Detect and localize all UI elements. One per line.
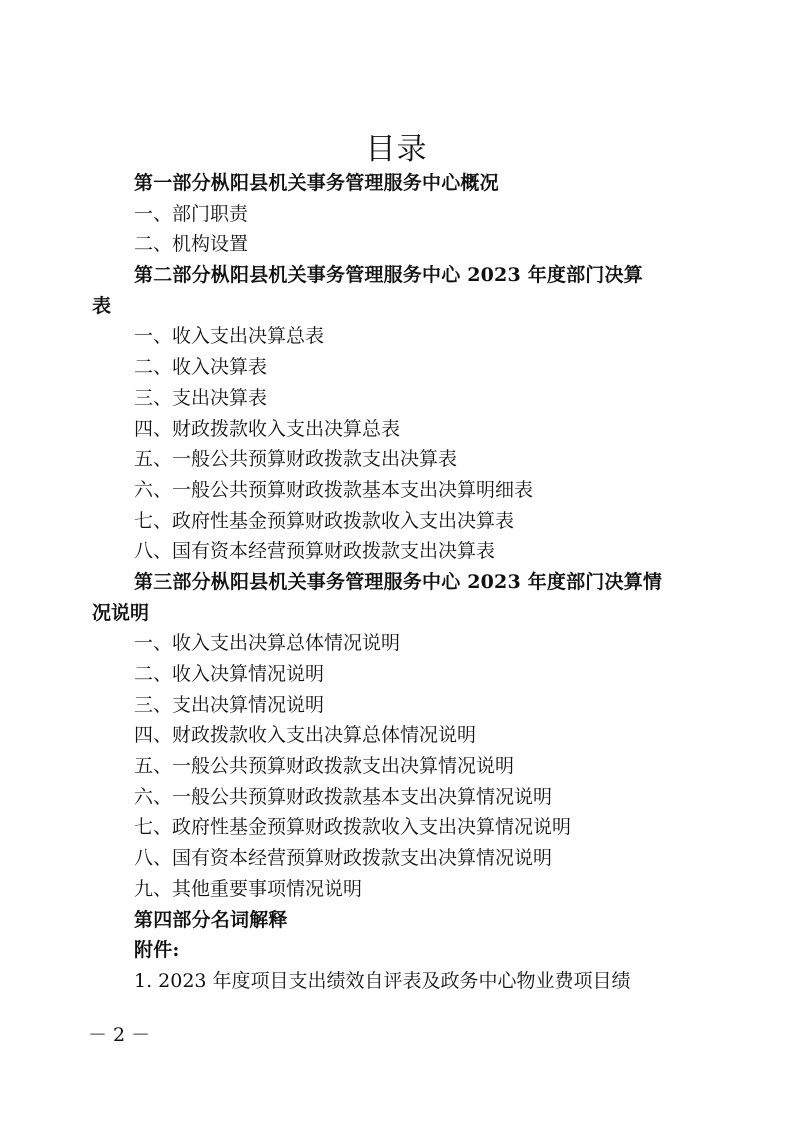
toc-item[interactable]: 六、一般公共预算财政拨款基本支出决算情况说明 xyxy=(134,785,553,808)
toc-item[interactable]: 四、财政拨款收入支出决算总体情况说明 xyxy=(134,724,477,747)
toc-part2-heading-cont[interactable]: 表 xyxy=(92,294,112,317)
toc-part3-heading[interactable]: 第三部分枞阳县机关事务管理服务中心 2023 年度部门决算情 xyxy=(134,570,663,593)
toc-item[interactable]: 二、机构设置 xyxy=(134,233,249,256)
toc-item[interactable]: 一、收入支出决算总体情况说明 xyxy=(134,632,401,655)
page-number: － 2 － xyxy=(88,1024,151,1046)
toc-item[interactable]: 四、财政拨款收入支出决算总表 xyxy=(134,417,401,440)
toc-item[interactable]: 七、政府性基金预算财政拨款收入支出决算表 xyxy=(134,509,515,532)
toc-part3-heading-cont[interactable]: 况说明 xyxy=(92,601,150,624)
toc-item[interactable]: 五、一般公共预算财政拨款支出决算表 xyxy=(134,448,458,471)
toc-item[interactable]: 三、支出决算情况说明 xyxy=(134,693,325,716)
toc-item[interactable]: 三、支出决算表 xyxy=(134,386,268,409)
attachments-heading: 附件: xyxy=(134,939,180,962)
toc-item[interactable]: 七、政府性基金预算财政拨款收入支出决算情况说明 xyxy=(134,816,572,839)
toc-item[interactable]: 六、一般公共预算财政拨款基本支出决算明细表 xyxy=(134,478,534,501)
toc-item[interactable]: 二、收入决算表 xyxy=(134,356,268,379)
toc-item[interactable]: 一、部门职责 xyxy=(134,202,249,225)
toc-item[interactable]: 二、收入决算情况说明 xyxy=(134,663,325,685)
toc-item[interactable]: 一、收入支出决算总表 xyxy=(134,325,325,348)
toc-part1-heading[interactable]: 第一部分枞阳县机关事务管理服务中心概况 xyxy=(134,172,499,194)
toc-item[interactable]: 五、一般公共预算财政拨款支出决算情况说明 xyxy=(134,755,515,778)
attachment-item[interactable]: 1. 2023 年度项目支出绩效自评表及政务中心物业费项目绩 xyxy=(134,969,631,992)
table-of-contents xyxy=(92,168,680,997)
toc-part4-heading[interactable]: 第四部分名词解释 xyxy=(134,908,288,931)
toc-item[interactable]: 八、国有资本经营预算财政拨款支出决算表 xyxy=(134,540,496,563)
toc-part2-heading[interactable]: 第二部分枞阳县机关事务管理服务中心 2023 年度部门决算 xyxy=(134,264,643,287)
toc-item[interactable]: 八、国有资本经营预算财政拨款支出决算情况说明 xyxy=(134,847,553,870)
page-title: 目录 xyxy=(365,132,428,167)
toc-item[interactable]: 九、其他重要事项情况说明 xyxy=(134,877,363,900)
